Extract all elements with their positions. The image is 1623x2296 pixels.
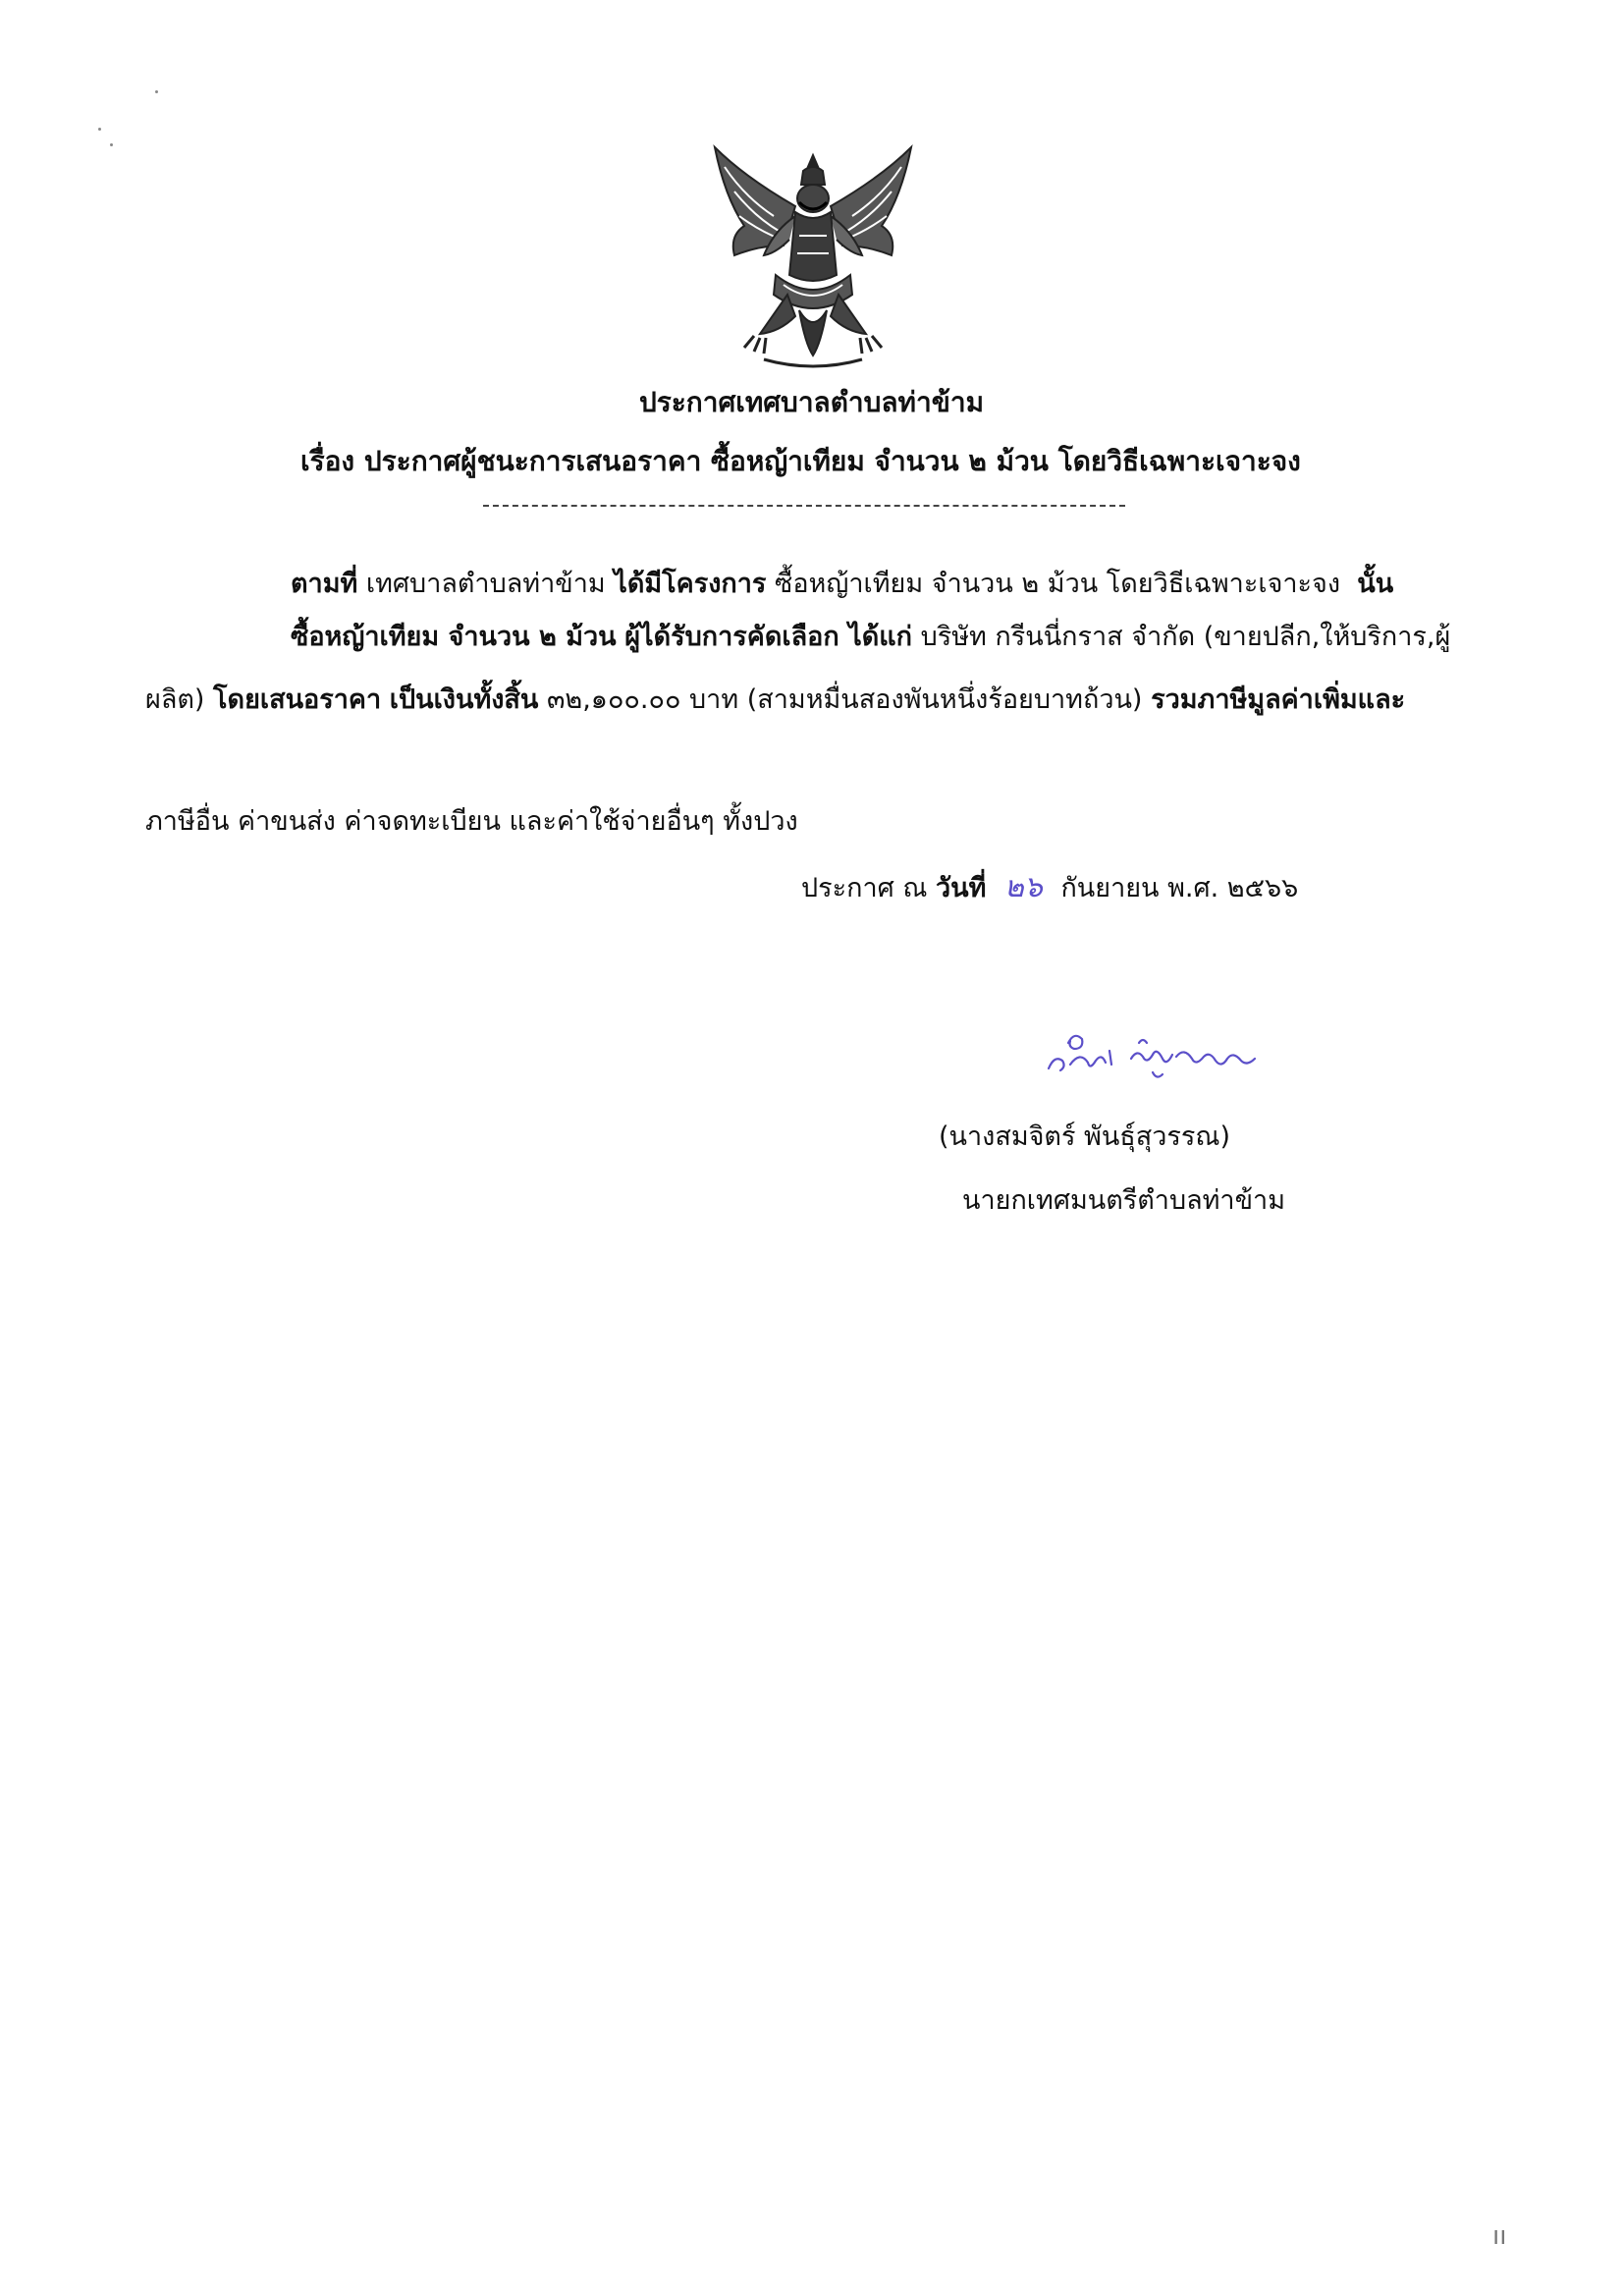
p1-lead: ตามที่	[291, 569, 358, 599]
paragraph-1	[291, 562, 1393, 604]
p2-amount-words: (สามหมื่นสองพันหนึ่งร้อยบาทถ้วน)	[746, 684, 1143, 715]
subject-text: ประกาศผู้ชนะการเสนอราคา ซื้อหญ้าเทียม จำนวน ๒ ม้วน โดยวิธีเฉพาะเจาะจง	[363, 445, 1301, 477]
handwritten-signature	[1041, 1021, 1267, 1090]
scan-speck	[98, 128, 101, 131]
scan-speck	[110, 143, 113, 146]
p1-has-project: ได้มีโครงการ	[614, 569, 767, 599]
p2-vat: รวมภาษีมูลค่าเพิ่มและ	[1151, 684, 1406, 715]
paragraph-2-line-1	[291, 615, 1450, 657]
paragraph-2-line-2	[145, 678, 1405, 720]
p2-other-costs: ภาษีอื่น ค่าขนส่ง ค่าจดทะเบียน และค่าใช้จ่ายอื่นๆ ทั้งปวง	[145, 806, 798, 837]
scan-speck	[155, 90, 158, 93]
announcement-date	[801, 864, 1298, 910]
p1-project: ซื้อหญ้าเทียม จำนวน ๒ ม้วน โดยวิธีเฉพาะเจาะจง	[775, 569, 1341, 599]
garuda-emblem	[705, 137, 921, 373]
date-prefix: ประกาศ ณ	[801, 873, 928, 903]
p2-company-cont: ผลิต)	[145, 684, 205, 715]
date-month-year: กันยายน พ.ศ. ๒๕๖๖	[1060, 873, 1299, 903]
p2-price-label: โดยเสนอราคา	[213, 684, 382, 715]
p1-tail: นั้น	[1357, 569, 1394, 599]
date-day-handwritten: ๒๖	[1004, 870, 1043, 904]
p2-selected-label: ผู้ได้รับการคัดเลือก ได้แก่	[624, 622, 912, 652]
date-day-label: วันที่	[936, 873, 987, 903]
p2-item: ซื้อหญ้าเทียม จำนวน ๒ ม้วน	[291, 622, 617, 652]
page-title: ประกาศเทศบาลตำบลท่าข้าม	[638, 386, 985, 418]
p2-amount: ๓๒,๑๐๐.๐๐ บาท	[546, 684, 739, 715]
separator-line	[483, 505, 1125, 507]
p1-org: เทศบาลตำบลท่าข้าม	[365, 569, 606, 599]
page-mark: ıı	[1492, 2221, 1507, 2251]
subject-label: เรื่อง	[300, 445, 355, 477]
paragraph-2-line-3	[145, 799, 798, 842]
subject-line	[300, 440, 1301, 483]
signer-name: (นางสมจิตร์ พันธุ์สุวรรณ)	[939, 1121, 1231, 1152]
p2-company: บริษัท กรีนนี่กราส จำกัด (ขายปลีก,ให้บริการ,ผู้	[920, 622, 1451, 652]
signer-position: นายกเทศมนตรีตำบลท่าข้าม	[962, 1185, 1285, 1216]
p2-total-label: เป็นเงินทั้งสิ้น	[389, 684, 539, 715]
